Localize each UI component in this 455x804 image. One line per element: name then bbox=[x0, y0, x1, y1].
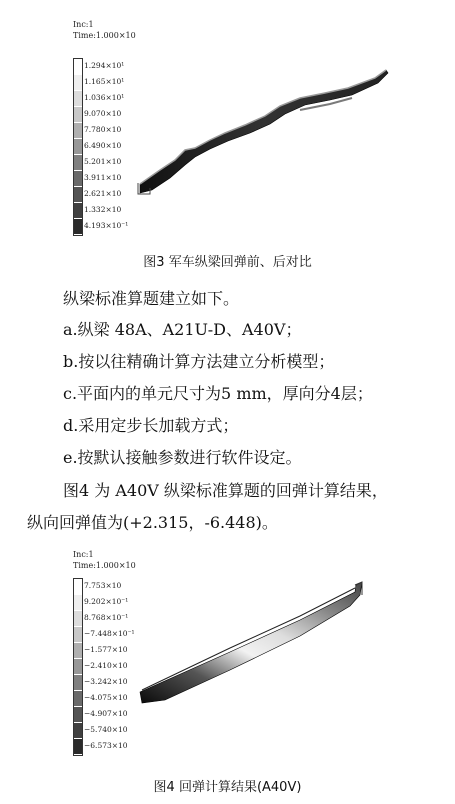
figure4-legend-label: −6.573×10 bbox=[84, 741, 128, 750]
fig4-beam-shape bbox=[140, 582, 362, 703]
figure4-legend-label: −2.410×10 bbox=[84, 661, 128, 670]
fig3-inc-label: Inc:1 bbox=[73, 20, 94, 29]
figure3-legend-label: 5.201×10 bbox=[84, 157, 122, 166]
figure3-legend-label: 1.036×10¹ bbox=[84, 93, 125, 102]
figure3-legend-label: 1.165×10¹ bbox=[84, 77, 125, 86]
figure3-legend-label: 6.490×10 bbox=[84, 141, 122, 150]
figure4-legend-label: −5.740×10 bbox=[84, 725, 128, 734]
fig4-inc-label: Inc:1 bbox=[73, 550, 94, 559]
figure4-legend-label: −3.242×10 bbox=[84, 677, 128, 686]
fig3-time-label: Time:1.000×10 bbox=[73, 31, 136, 40]
fig4-time-label: Time:1.000×10 bbox=[73, 561, 136, 570]
paragraph-intro: 纵梁标准算题建立如下。 bbox=[63, 289, 240, 308]
list-item-b: b.按以往精确计算方法建立分析模型； bbox=[63, 352, 335, 371]
figure4-legend-label: −7.448×10⁻¹ bbox=[84, 629, 135, 638]
fig4-top-flange bbox=[142, 588, 355, 690]
figure4-legend-label: −1.577×10 bbox=[84, 645, 128, 654]
figure4-legend-label: 7.753×10 bbox=[84, 581, 122, 590]
list-item-a: a.纵梁 48A、A21U-D、A40V； bbox=[63, 320, 302, 339]
figure-3-caption: 图3 军车纵梁回弹前、后对比 bbox=[143, 255, 312, 270]
figure4-legend-label: −4.075×10 bbox=[84, 693, 128, 702]
list-item-d: d.采用定步长加载方式； bbox=[63, 416, 239, 435]
figure-4-caption: 图4 回弹计算结果(A40V) bbox=[153, 780, 302, 795]
paragraph-result-line1: 图4 为 A40V 纵梁标准算题的回弹计算结果， bbox=[63, 481, 388, 500]
figure4-legend-label: −4.907×10 bbox=[84, 709, 128, 718]
list-item-e: e.按默认接触参数进行软件设定。 bbox=[63, 448, 302, 467]
figure3-legend-label: 3.911×10 bbox=[84, 173, 122, 182]
fig3-beam-render bbox=[0, 0, 455, 245]
figure3-legend-label: 7.780×10 bbox=[84, 125, 122, 134]
figure-3 bbox=[0, 0, 455, 245]
figure4-legend-label: 8.768×10⁻¹ bbox=[84, 613, 129, 622]
figure3-legend-label: 1.294×10¹ bbox=[84, 61, 125, 70]
paragraph-result-line2: 纵向回弹值为(+2.315，-6.448)。 bbox=[27, 513, 278, 532]
figure-4 bbox=[0, 540, 455, 770]
figure3-legend-label: 9.070×10 bbox=[84, 109, 122, 118]
figure3-legend-label: 4.193×10⁻¹ bbox=[84, 221, 129, 230]
list-item-c: c.平面内的单元尺寸为5 mm，厚向分4层； bbox=[63, 384, 373, 403]
figure3-legend-label: 2.621×10 bbox=[84, 189, 122, 198]
fig3-beam-shape bbox=[140, 70, 388, 193]
figure4-legend-label: 9.202×10⁻¹ bbox=[84, 597, 129, 606]
fig4-beam-render bbox=[0, 540, 455, 770]
figure3-legend-label: 1.332×10 bbox=[84, 205, 122, 214]
